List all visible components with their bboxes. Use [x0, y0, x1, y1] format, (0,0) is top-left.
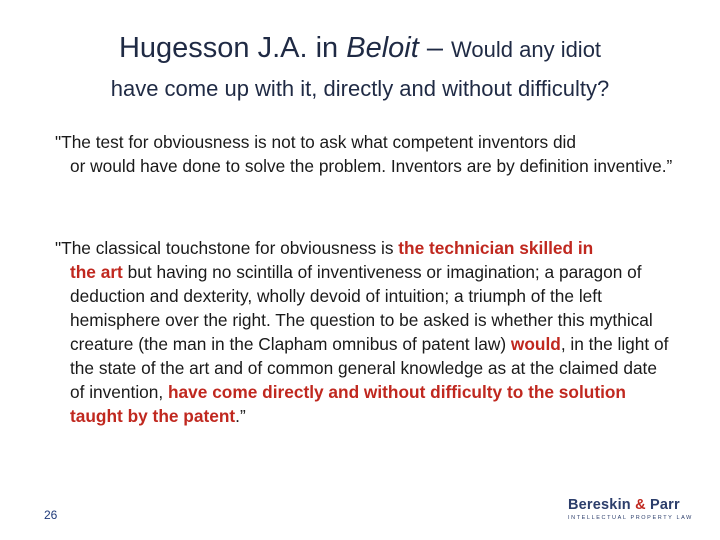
bereskin-parr-logo [568, 497, 716, 527]
quote-2-highlight-2: would [510, 334, 561, 354]
quote-1-rest: or would have done to solve the problem. Inventors are by definition inventive.” [70, 156, 673, 176]
quote-2-text-1: "The classical touchstone for obviousness is [55, 238, 399, 258]
quote-2-first-line [55, 236, 675, 260]
page-number: 26 [44, 508, 58, 522]
quote-2-highlight-1a: the technician skilled in [398, 238, 594, 258]
logo-ampersand: & [635, 497, 646, 513]
title-line-1 [0, 28, 720, 73]
logo-name-1: Bereskin [568, 497, 636, 513]
quote-1-first-line: "The test for obviousness is not to ask what competent inventors did [55, 132, 577, 152]
logo-name [568, 497, 716, 513]
quote-2-text-4: .” [235, 406, 246, 426]
quote-2-text-2: but having no scintilla of inventiveness or imagination; a paragon of deduction and dexterity, wholly devoid of intuition; a triumph of the left hemisphere over the right. The question to be asked is whether this mythical creature (the man in the Clapham omnibus of patent law) [70, 262, 653, 354]
quote-2-text-3: , in the light of the state of the art and of common general knowledge as at the claimed date of invention, [70, 334, 669, 402]
title-prefix: Hugesson J.A. in [118, 32, 347, 64]
logo-name-2: Parr [645, 497, 680, 513]
title-line-2: have come up with it, directly and without difficulty? [110, 76, 610, 101]
logo-subtitle: INTELLECTUAL PROPERTY LAW [568, 515, 693, 521]
quote-2-highlight-1b: the art [70, 262, 123, 282]
title-case-name: Beloit [346, 32, 419, 64]
title-dash: – [418, 32, 452, 64]
slide-title [0, 28, 720, 105]
quote-2-highlight-3: have come directly and without difficulty to the solution taught by the patent [70, 382, 626, 426]
quote-paragraph-2 [55, 236, 675, 428]
title-question-start: Would any idiot [451, 37, 602, 62]
quote-paragraph-1 [55, 130, 675, 178]
quote-2-rest [55, 260, 675, 428]
